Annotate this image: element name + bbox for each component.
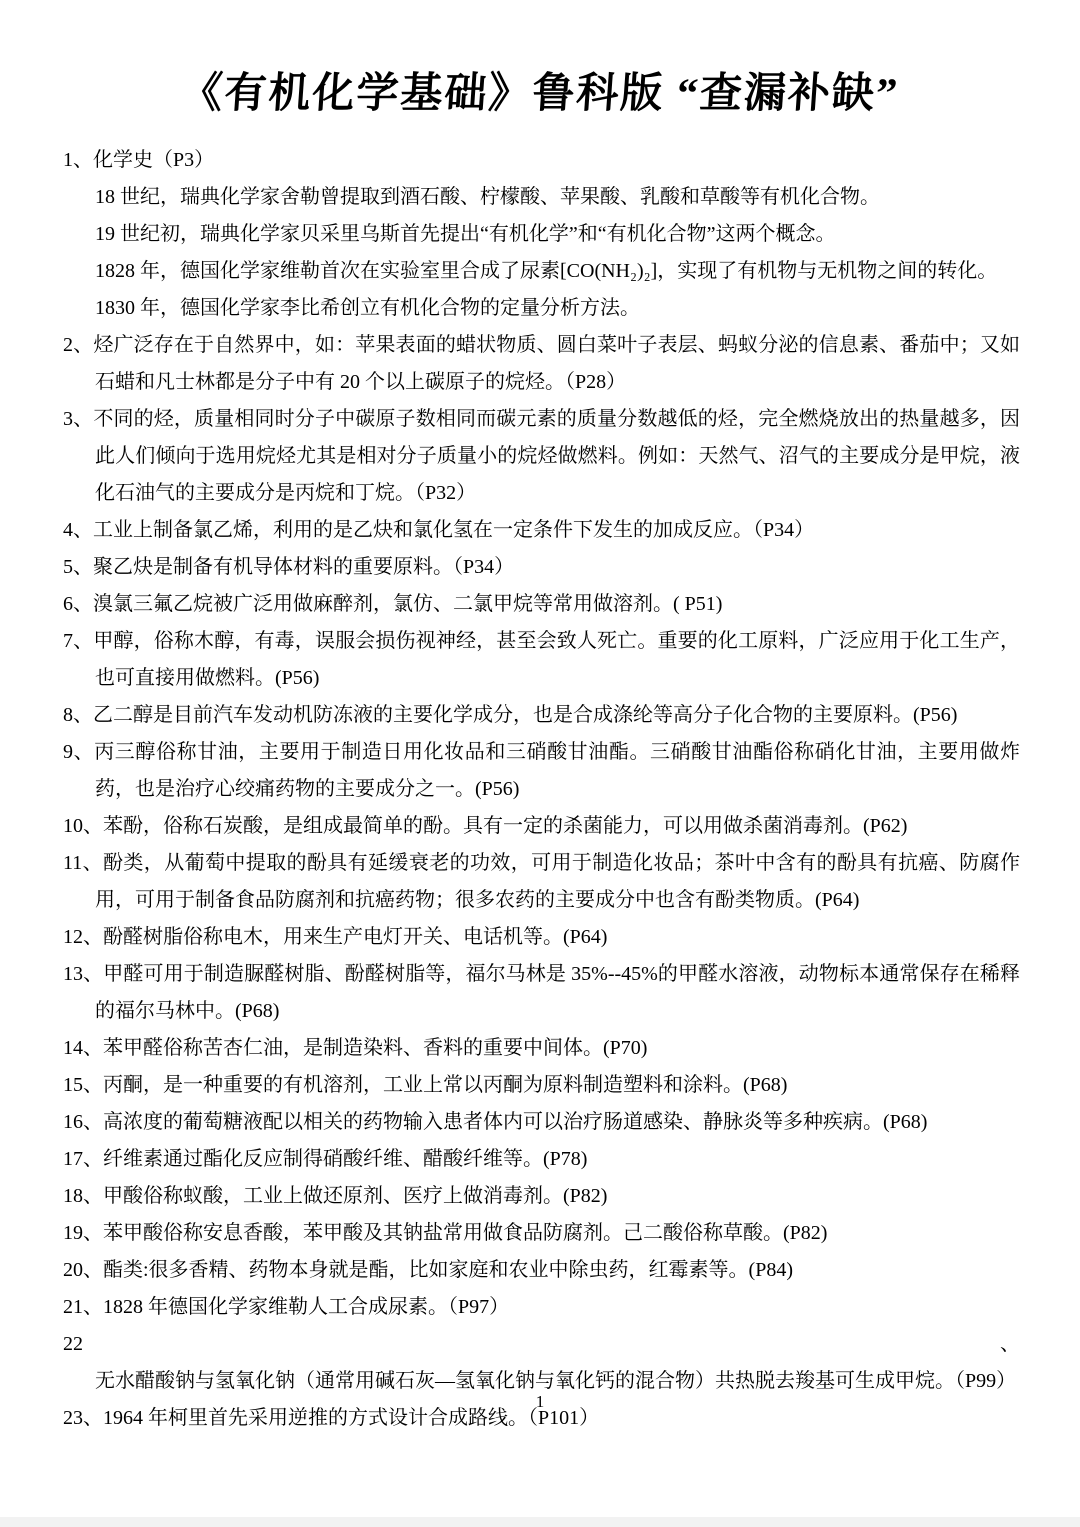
item-number: 3、: [63, 408, 94, 430]
item-text: 1964 年柯里首先采用逆推的方式设计合成路线。（P101）: [103, 1407, 600, 1429]
list-item: [63, 586, 1020, 623]
item-text: 酚醛树脂俗称电木，用来生产电灯开关、电话机等。(P64): [103, 926, 608, 948]
list-item: [63, 956, 1020, 1030]
subline: 1830 年，德国化学家李比希创立有机化合物的定量分析方法。: [95, 297, 640, 319]
document-body: [63, 142, 1020, 1437]
list-item: [63, 734, 1020, 808]
item-text: 丙酮，是一种重要的有机溶剂，工业上常以丙酮为原料制造塑料和涂料。(P68): [103, 1074, 788, 1096]
list-item: [63, 327, 1020, 401]
list-item: [63, 623, 1020, 697]
list-item: [63, 142, 1020, 327]
item-text: 甲醇，俗称木醇，有毒，误服会损伤视神经，甚至会致人死亡。重要的化工原料，广泛应用于化工生产，也可直接用做燃料。(P56): [93, 630, 1021, 689]
list-item: [63, 1104, 1020, 1141]
item-text: 酯类:很多香精、药物本身就是酯，比如家庭和农业中除虫药，红霉素等。(P84): [103, 1259, 793, 1281]
list-item: [63, 1178, 1020, 1215]
item-text: 酚类，从葡萄中提取的酚具有延缓衰老的功效，可用于制造化妆品；茶叶中含有的酚具有抗癌、防腐作用，可用于制备食品防腐剂和抗癌药物；很多农药的主要成分中也含有酚类物质。(P64): [95, 852, 1020, 911]
list-item: [63, 1215, 1020, 1252]
item-text: 烃广泛存在于自然界中，如：苹果表面的蜡状物质、圆白菜叶子表层、蚂蚁分泌的信息素、番茄中；又如石蜡和凡士林都是分子中有 20 个以上碳原子的烷烃。（P28）: [93, 334, 1021, 393]
list-item: [63, 1252, 1020, 1289]
item-text: 无水醋酸钠与氢氧化钠（通常用碱石灰—氢氧化钠与氧化钙的混合物）共热脱去羧基可生成甲烷。（P99）: [95, 1370, 1017, 1392]
item-number: 2、: [63, 334, 94, 356]
item-number: 13、: [63, 963, 104, 985]
item-text: 苯甲醛俗称苦杏仁油，是制造染料、香料的重要中间体。(P70): [103, 1037, 648, 1059]
item-number: 1、: [63, 149, 93, 171]
list-item: [63, 919, 1020, 956]
list-item: [63, 1289, 1020, 1326]
item-number: 14、: [63, 1037, 103, 1059]
list-item: [63, 401, 1020, 512]
item-number: 9、: [63, 741, 95, 763]
item-number: 19、: [63, 1222, 103, 1244]
item-text: 甲醛可用于制造脲醛树脂、酚醛树脂等，福尔马林是 35%--45%的甲醛水溶液，动物标本通常保存在稀释的福尔马林中。(P68): [95, 963, 1021, 1022]
list-item: [63, 1326, 1020, 1400]
item-number: 10、: [63, 815, 103, 837]
item-number: 6、: [63, 593, 93, 615]
item-number: 8、: [63, 704, 93, 726]
list-item: [63, 512, 1020, 549]
list-item: [63, 549, 1020, 586]
list-item: [63, 808, 1020, 845]
item-text: 苯酚，俗称石炭酸，是组成最简单的酚。具有一定的杀菌能力，可以用做杀菌消毒剂。(P62): [103, 815, 908, 837]
subline: 19 世纪初，瑞典化学家贝采里乌斯首先提出“有机化学”和“有机化合物”这两个概念。: [95, 223, 836, 245]
item-number: 12、: [63, 926, 103, 948]
item-number: 15、: [63, 1074, 103, 1096]
subline: 1828 年，德国化学家维勒首次在实验室里合成了尿素[CO(NH₂)₂]，实现了有机物与无机物之间的转化。: [95, 260, 998, 282]
page-bottom-edge: [0, 1517, 1080, 1527]
item-number: 7、: [63, 630, 94, 652]
item-number: 21、: [63, 1296, 103, 1318]
item-text: 化学史（P3）: [93, 149, 215, 171]
list-item: [63, 845, 1020, 919]
item-text: 不同的烃，质量相同时分子中碳原子数相同而碳元素的质量分数越低的烃，完全燃烧放出的热量越多，因此人们倾向于选用烷烃尤其是相对分子质量小的烷烃做燃料。例如：天然气、沼气的主要成分是甲烷，液化石油气的主要成分是丙烷和丁烷。（P32）: [93, 408, 1021, 504]
item-sublines: [95, 179, 1020, 327]
item-number: 16、: [63, 1111, 103, 1133]
item-number: 22、: [63, 1333, 1020, 1355]
item-text: 高浓度的葡萄糖液配以相关的药物输入患者体内可以治疗肠道感染、静脉炎等多种疾病。(P68): [103, 1111, 928, 1133]
item-number: 23、: [63, 1407, 103, 1429]
item-text: 纤维素通过酯化反应制得硝酸纤维、醋酸纤维等。(P78): [103, 1148, 588, 1170]
item-number: 5、: [63, 556, 93, 578]
page-number: 1: [535, 1392, 545, 1411]
list-item: [63, 1141, 1020, 1178]
list-item: [63, 1030, 1020, 1067]
item-number: 17、: [63, 1148, 103, 1170]
item-number: 18、: [63, 1185, 103, 1207]
item-text: 工业上制备氯乙烯，利用的是乙炔和氯化氢在一定条件下发生的加成反应。（P34）: [93, 519, 815, 541]
item-number: 11、: [63, 852, 104, 874]
item-number: 4、: [63, 519, 93, 541]
subline: 18 世纪，瑞典化学家舍勒曾提取到酒石酸、柠檬酸、苹果酸、乳酸和草酸等有机化合物。: [95, 186, 880, 208]
item-text: 1828 年德国化学家维勒人工合成尿素。（P97）: [103, 1296, 510, 1318]
item-number: 20、: [63, 1259, 103, 1281]
item-text: 甲酸俗称蚁酸，工业上做还原剂、医疗上做消毒剂。(P82): [103, 1185, 608, 1207]
item-text: 丙三醇俗称甘油，主要用于制造日用化妆品和三硝酸甘油酯。三硝酸甘油酯俗称硝化甘油，主要用做炸药，也是治疗心绞痛药物的主要成分之一。(P56): [94, 741, 1021, 800]
document-title: 《有机化学基础》鲁科版 “查漏补缺”: [178, 71, 901, 117]
list-item: [63, 697, 1020, 734]
item-text: 苯甲酸俗称安息香酸，苯甲酸及其钠盐常用做食品防腐剂。己二酸俗称草酸。(P82): [103, 1222, 828, 1244]
item-text: 聚乙炔是制备有机导体材料的重要原料。（P34）: [93, 556, 515, 578]
list-item: [63, 1067, 1020, 1104]
item-text: 乙二醇是目前汽车发动机防冻液的主要化学成分，也是合成涤纶等高分子化合物的主要原料。(P56): [93, 704, 958, 726]
item-text: 溴氯三氟乙烷被广泛用做麻醉剂，氯仿、二氯甲烷等常用做溶剂。( P51): [93, 593, 723, 615]
